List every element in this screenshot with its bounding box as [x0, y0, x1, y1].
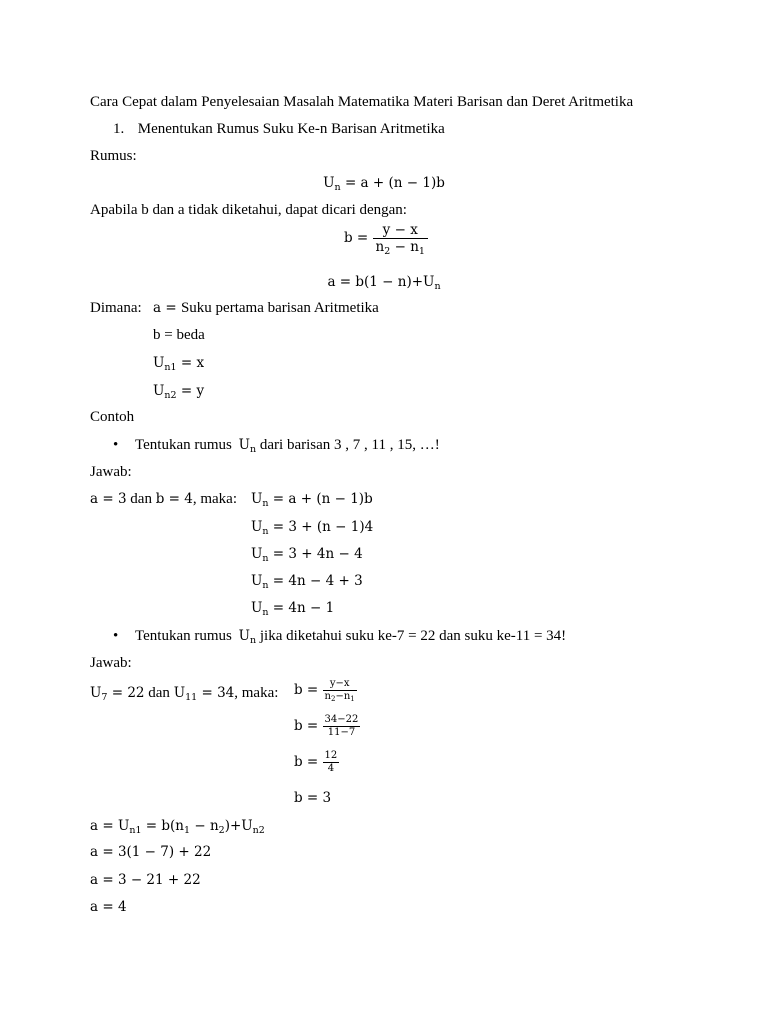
formula-b-fraction	[373, 222, 428, 255]
formula-un-sub: n	[334, 182, 341, 193]
example1-step: $U_n = 3 + 4n - 4$	[251, 546, 363, 564]
b-step-3: b = $\frac{12}{4}$	[294, 750, 338, 774]
section-heading-text: Menentukan Rumus Suku Ke-n Barisan Aritmetika	[137, 121, 445, 137]
example1-given: a = 3 dan b = 4, maka:	[90, 491, 237, 507]
b-fraction-1: $\frac{y-x}{n_2-n_1}$	[324, 678, 355, 703]
def-a-text: Suku pertama barisan Aritmetika	[180, 300, 379, 316]
example1-step: $U_n = 4n - 1$	[251, 600, 335, 618]
a-step-1: $a = U_{n1} = b(n_1 - n_2)+U_{n2}$	[90, 818, 265, 836]
example2-given: $U_7 = 22$ dan $U_{11} = 34$, maka:	[90, 685, 279, 703]
a-step-3: a = 3 − 21 + 22	[90, 872, 201, 888]
def-a	[153, 299, 379, 317]
def-un2: $U_{n2} = y$	[153, 383, 205, 401]
example2-bullet: •	[113, 628, 119, 644]
b-fraction-3: $\frac{12}{4}$	[324, 750, 338, 774]
section-number: 1.	[113, 121, 125, 137]
contoh-label: Contoh	[90, 409, 135, 425]
example1-step: $U_n = 4n - 4 + 3$	[251, 573, 363, 591]
rumus-label: Rumus:	[90, 148, 137, 164]
formula-a: $a = b(1 - n)+U_n$	[327, 274, 441, 292]
formula-b-numerator: y − x	[382, 222, 418, 238]
formula-b	[344, 222, 428, 255]
def-a-var: a =	[153, 300, 181, 316]
example1-bullet: •	[113, 437, 119, 453]
document-title: Cara Cepat dalam Penyelesaian Masalah Matematika Materi Barisan dan Deret Aritmetika	[90, 94, 634, 110]
def-un1: $U_{n1} = x$	[153, 355, 205, 373]
example2-question: Tentukan rumus $U_n$ jika diketahui suku ke-7 = 22 dan suku ke-11 = 34!	[135, 628, 567, 646]
section-heading	[113, 120, 445, 138]
example2-jawab: Jawab:	[90, 655, 132, 671]
apabila-text: Apabila b dan a tidak diketahui, dapat dicari dengan:	[90, 202, 407, 218]
a-step-2: a = 3(1 − 7) + 22	[90, 844, 212, 860]
formula-b-lhs: b =	[344, 230, 373, 246]
formula-un-rhs: = a + (n − 1)b	[340, 175, 445, 191]
a-step-4: a = 4	[90, 899, 127, 915]
example1-question: Tentukan rumus $U_n$ dari barisan 3 , 7 , 11 , 15, …!	[135, 437, 440, 455]
example1-jawab: Jawab:	[90, 464, 132, 480]
example1-step: $U_n = a + (n - 1)b$	[251, 491, 373, 509]
b-step-2: b = $\frac{34-22}{11-7}$	[294, 714, 359, 738]
formula-un	[0, 174, 768, 192]
b-step-1: b = $\frac{y-x}{n_2-n_1}$	[294, 678, 355, 703]
b-result: b = 3	[294, 790, 332, 806]
example1-step: $U_n = 3 + (n - 1)4$	[251, 519, 374, 537]
formula-b-denominator: $n_2 - n_1$	[375, 239, 425, 257]
b-fraction-2: $\frac{34-22}{11-7}$	[324, 714, 359, 738]
formula-un-base: U	[323, 175, 335, 191]
dimana-label: Dimana:	[90, 300, 142, 316]
def-b: b = beda	[153, 327, 205, 343]
